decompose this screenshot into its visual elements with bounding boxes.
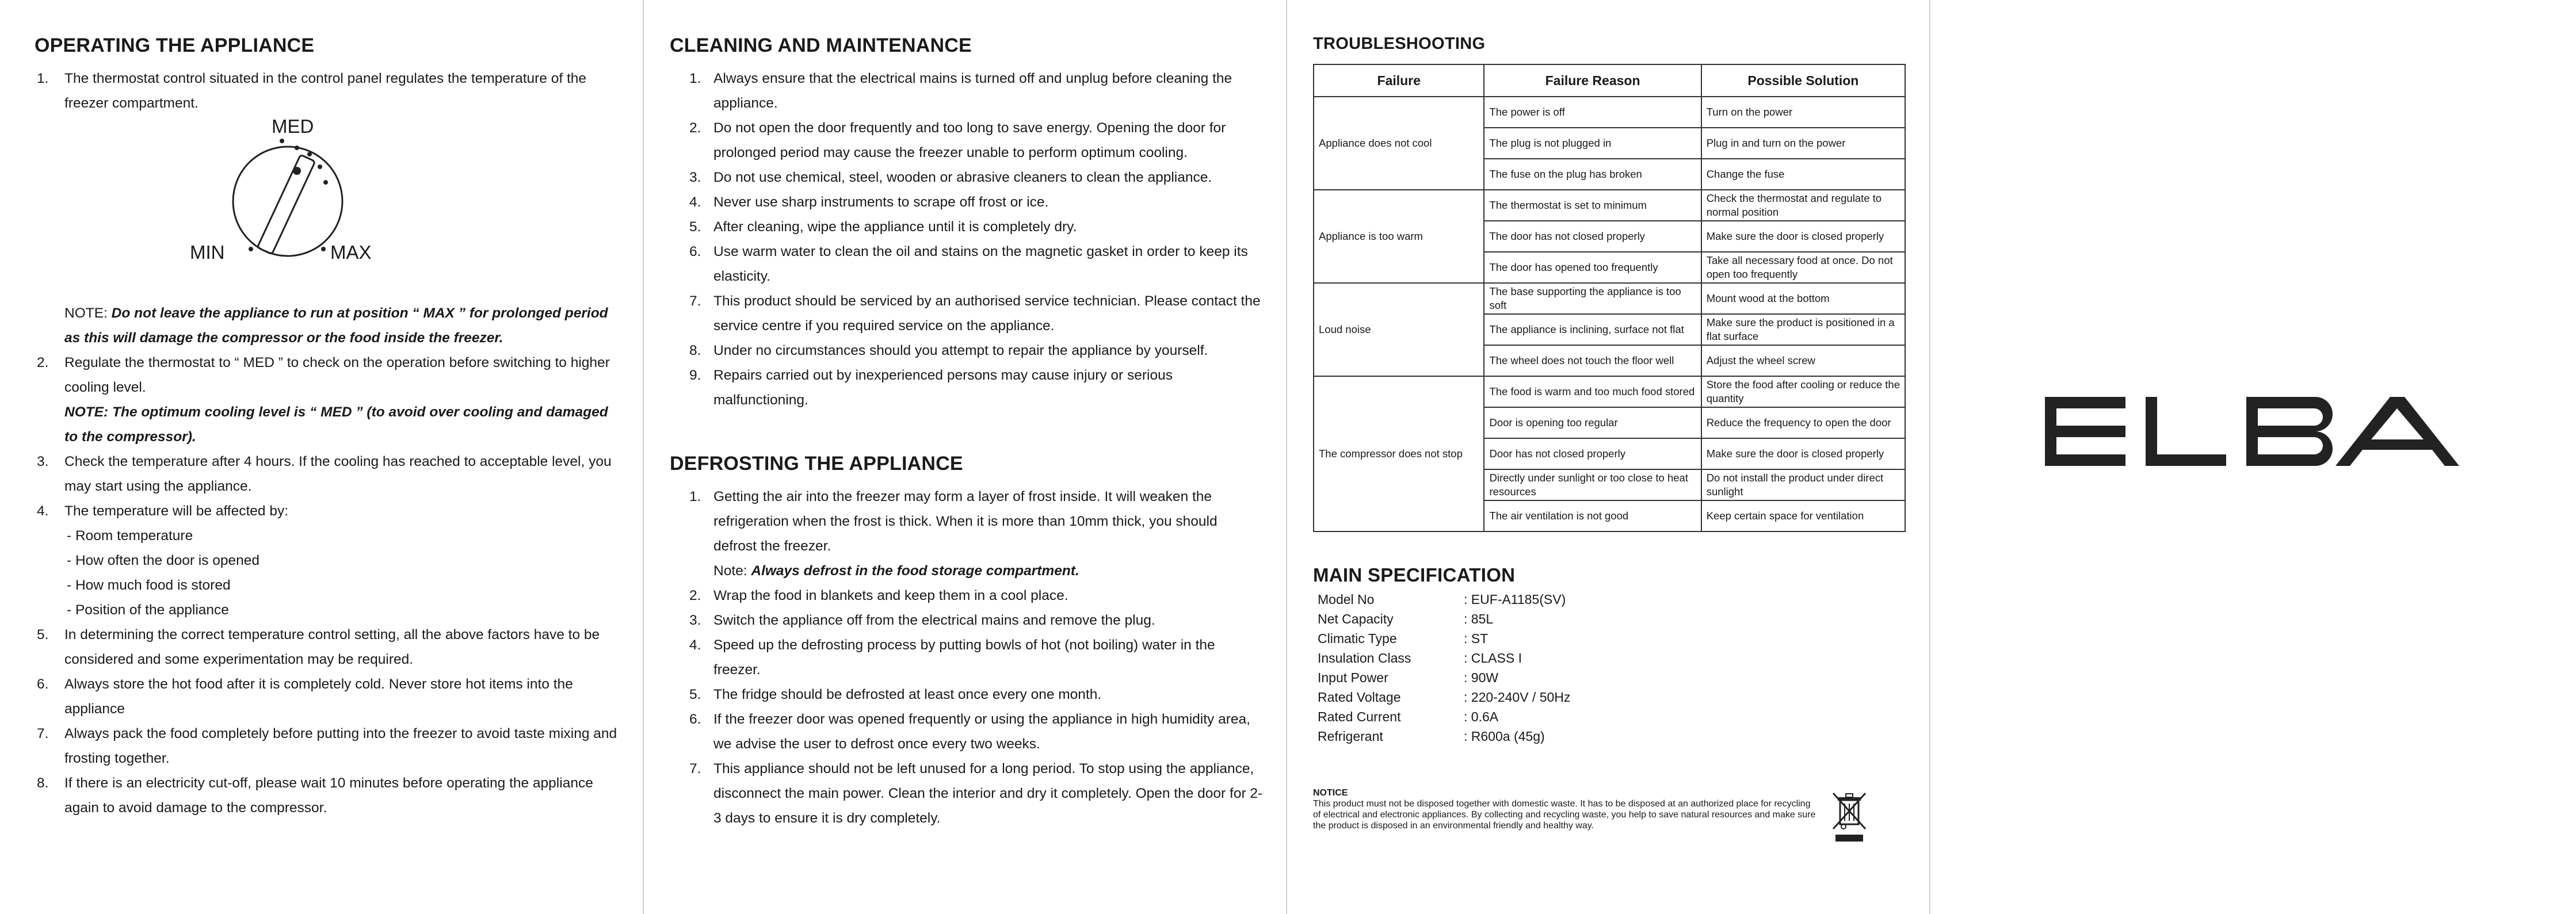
solution-cell: Reduce the frequency to open the door xyxy=(1701,407,1905,438)
reason-cell: Directly under sunlight or too close to heat resources xyxy=(1484,469,1701,500)
reason-cell: The power is off xyxy=(1484,97,1701,128)
dial-med-label: MED xyxy=(272,116,314,137)
list-item: 8. Under no circumstances should you attempt to repair the appliance by yourself. xyxy=(689,343,1208,358)
table-row xyxy=(1314,97,1905,128)
list-item: 1. Getting the air into the freezer may form a layer of frost inside. It will weaken the refrigeration when the frost is thick. When it is more than 10mm thick, you should defrost the freezer. xyxy=(689,489,1218,554)
reason-cell: The door has opened too frequently xyxy=(1484,252,1701,283)
list-item: 4. Never use sharp instruments to scrape off frost or ice. xyxy=(689,194,1049,210)
optimum-level-note: NOTE: The optimum cooling level is “ MED ” (to avoid over cooling and damaged to the compressor). xyxy=(64,404,608,445)
list-item: 1. Always ensure that the electrical mains is turned off and unplug before cleaning the appliance. xyxy=(689,71,1232,111)
solution-cell: Keep certain space for ventilation xyxy=(1701,500,1905,531)
list-item: 2. Regulate the thermostat to “ MED ” to check on the operation before switching to higher cooling level. xyxy=(37,355,610,395)
list-item: 7. This product should be serviced by an authorised service technician. Please contact the service centre if you required service on the appliance. xyxy=(689,293,1261,334)
spec-row: Rated Current : 0.6A xyxy=(1318,709,1499,724)
disposal-notice xyxy=(1313,787,1907,844)
spec-row: Climatic Type : ST xyxy=(1318,631,1489,646)
spec-row: Insulation Class : CLASS I xyxy=(1318,651,1522,666)
factor-item: - How often the door is opened xyxy=(67,553,260,568)
troubleshooting-title: TROUBLESHOOTING xyxy=(1313,35,1486,53)
factor-item: - Room temperature xyxy=(67,528,193,544)
solution-cell: Do not install the product under direct sunlight xyxy=(1701,469,1905,500)
dial-min-label: MIN xyxy=(190,242,225,263)
solution-cell: Make sure the door is closed properly xyxy=(1701,438,1905,469)
operating-column xyxy=(0,0,643,914)
reason-cell: The air ventilation is not good xyxy=(1484,500,1701,531)
spec-row: Net Capacity : 85L xyxy=(1318,611,1494,626)
list-item: 5. In determining the correct temperature control setting, all the above factors have to be considered and some experimentation may be required. xyxy=(37,627,600,667)
cleaning-column xyxy=(643,0,1287,914)
table-row xyxy=(1314,190,1905,221)
defrost-title: DEFROSTING THE APPLIANCE xyxy=(670,453,963,475)
failure-cell: The compressor does not stop xyxy=(1314,376,1484,531)
reason-cell: The plug is not plugged in xyxy=(1484,128,1701,159)
spec-title: MAIN SPECIFICATION xyxy=(1313,564,1516,586)
list-item: 1. The thermostat control situated in the control panel regulates the temperature of the freezer compartment. xyxy=(37,71,587,111)
troubleshooting-column xyxy=(1287,0,1930,914)
list-item: 6. If the freezer door was opened frequently or using the appliance in high humidity area, we advise the user to defrost once every two weeks. xyxy=(689,712,1250,752)
spec-row: Input Power : 90W xyxy=(1318,670,1499,685)
factor-item: - How much food is stored xyxy=(67,578,231,593)
spec-row: Rated Voltage : 220-240V / 50Hz xyxy=(1318,690,1571,705)
list-item: 6. Use warm water to clean the oil and stains on the magnetic gasket in order to keep its elasticity. xyxy=(689,244,1248,284)
list-item: 3. Switch the appliance off from the electrical mains and remove the plug. xyxy=(689,613,1155,628)
reason-cell: Door has not closed properly xyxy=(1484,438,1701,469)
reason-cell: The appliance is inclining, surface not flat xyxy=(1484,314,1701,345)
solution-cell: Turn on the power xyxy=(1701,97,1905,128)
reason-cell: The food is warm and too much food stored xyxy=(1484,376,1701,407)
solution-cell: Make sure the door is closed properly xyxy=(1701,221,1905,252)
reason-cell: The fuse on the plug has broken xyxy=(1484,159,1701,190)
troubleshooting-table xyxy=(1313,64,1906,532)
list-item: 2. Wrap the food in blankets and keep them in a cool place. xyxy=(689,588,1068,603)
crossed-bin-icon xyxy=(1831,791,1868,844)
thermostat-dial-icon xyxy=(190,118,432,273)
reason-cell: The thermostat is set to minimum xyxy=(1484,190,1701,221)
reason-cell: The wheel does not touch the floor well xyxy=(1484,345,1701,376)
dial-max-label: MAX xyxy=(330,242,372,263)
list-item: 5. After cleaning, wipe the appliance until it is completely dry. xyxy=(689,219,1077,235)
thermostat-dial xyxy=(190,118,432,273)
notice-text: This product must not be disposed together with domestic waste. It has to be disposed at an authorized place for recycling of electrical and electronic appliances. By collecting and recycling waste, you help to save natural resources and make sure the product is disposed in an environmental friendly and healthy way. xyxy=(1313,799,1816,831)
solution-cell: Adjust the wheel screw xyxy=(1701,345,1905,376)
max-warning-note: NOTE: Do not leave the appliance to run at position “ MAX ” for prolonged period as this will damage the compressor or the food inside the freezer. xyxy=(64,305,608,346)
failure-cell: Appliance does not cool xyxy=(1314,97,1484,190)
solution-cell: Mount wood at the bottom xyxy=(1701,283,1905,314)
solution-cell: Make sure the product is positioned in a flat surface xyxy=(1701,314,1905,345)
list-item: 2. Do not open the door frequently and too long to save energy. Opening the door for prolonged period may cause the freezer unable to perform optimum cooling. xyxy=(689,120,1226,160)
list-item: 4. The temperature will be affected by: xyxy=(37,503,289,519)
failure-cell: Loud noise xyxy=(1314,283,1484,376)
list-item: 9. Repairs carried out by inexperienced persons may cause injury or serious malfunctioning. xyxy=(689,368,1173,408)
elba-logo xyxy=(2045,397,2459,466)
solution-cell: Check the thermostat and regulate to normal position xyxy=(1701,190,1905,221)
table-header: Failure Reason xyxy=(1484,64,1701,97)
list-item: 8. If there is an electricity cut-off, please wait 10 minutes before operating the appliance again to avoid damage to the compressor. xyxy=(37,775,593,816)
solution-cell: Take all necessary food at once. Do not open too frequently xyxy=(1701,252,1905,283)
list-item: 7. Always pack the food completely before putting into the freezer to avoid taste mixing and frosting together. xyxy=(37,726,617,766)
operating-title: OPERATING THE APPLIANCE xyxy=(35,35,315,56)
list-item: 7. This appliance should not be left unused for a long period. To stop using the appliance, disconnect the main power. Clean the interior and dry it completely. Open the door for 2-3 days to ensure it is dry completely. xyxy=(689,761,1263,826)
reason-cell: The base supporting the appliance is too soft xyxy=(1484,283,1701,314)
table-row xyxy=(1314,376,1905,407)
reason-cell: The door has not closed properly xyxy=(1484,221,1701,252)
list-item: 4. Speed up the defrosting process by putting bowls of hot (not boiling) water in the freezer. xyxy=(689,637,1215,678)
defrost-note: Note: Always defrost in the food storage compartment. xyxy=(713,563,1079,579)
main-specification xyxy=(1313,564,1907,746)
list-item: 3. Check the temperature after 4 hours. If the cooling has reached to acceptable level, you may start using the appliance. xyxy=(37,454,612,494)
spec-row: Model No : EUF-A1185(SV) xyxy=(1318,592,1566,607)
list-item: 6. Always store the hot food after it is completely cold. Never store hot items into the appliance xyxy=(37,676,573,717)
spec-row: Refrigerant : R600a (45g) xyxy=(1318,729,1545,744)
cleaning-title: CLEANING AND MAINTENANCE xyxy=(670,35,972,56)
table-header: Failure xyxy=(1314,64,1484,97)
factor-item: - Position of the appliance xyxy=(67,602,229,618)
table-row xyxy=(1314,283,1905,314)
solution-cell: Change the fuse xyxy=(1701,159,1905,190)
list-item: 3. Do not use chemical, steel, wooden or abrasive cleaners to clean the appliance. xyxy=(689,170,1212,185)
cover-column xyxy=(1930,0,2576,914)
reason-cell: Door is opening too regular xyxy=(1484,407,1701,438)
solution-cell: Store the food after cooling or reduce the quantity xyxy=(1701,376,1905,407)
failure-cell: Appliance is too warm xyxy=(1314,190,1484,283)
notice-title: NOTICE xyxy=(1313,788,1348,798)
solution-cell: Plug in and turn on the power xyxy=(1701,128,1905,159)
list-item: 5. The fridge should be defrosted at least once every one month. xyxy=(689,687,1102,702)
table-header: Possible Solution xyxy=(1701,64,1905,97)
